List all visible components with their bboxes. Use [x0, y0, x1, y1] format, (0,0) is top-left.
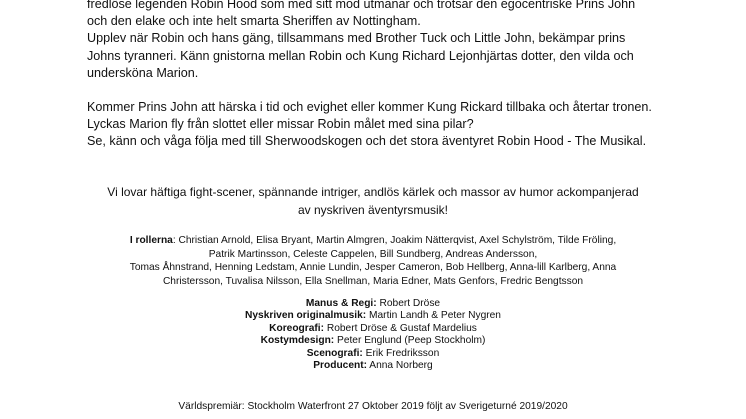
credit-value: Robert Dröse & Gustaf Mardelius — [324, 322, 477, 334]
credit-value: Anna Norberg — [367, 360, 433, 372]
cast-line: Tomas Åhnstrand, Henning Ledstam, Annie Lundin, Jesper Cameron, Bob Hellberg, Anna-lill Karlberg, Anna — [129, 262, 617, 274]
credit-value: Robert Dröse — [376, 298, 441, 309]
credit-row-music — [0, 310, 746, 322]
credit-label: Koreografi: — [269, 322, 325, 334]
intro-text — [87, 0, 727, 151]
credit-row-producer — [0, 360, 746, 372]
cast-line: Christersson, Tuvalisa Nilsson, Ella Snellman, Maria Edner, Mats Genfors, Fredric Bengtsson — [162, 275, 584, 287]
cast-line — [0, 234, 746, 248]
credit-value: Peter Englund (Peep Stockholm) — [334, 335, 486, 347]
credit-label: Scenografi: — [306, 347, 363, 359]
cast-list — [0, 234, 746, 288]
intro-line: Kommer Prins John att härska i tid och evighet eller kommer Kung Rickard tillbaka och återtar tronen. — [87, 100, 652, 115]
premiere-line: Världspremiär: Stockholm Waterfront 27 Oktober 2019 följt av Sverigeturné 2019/2020 — [178, 401, 568, 412]
intro-line: fredlöse legenden Robin Hood som med sitt mod utmanar och trotsar den egocentriske Prins John — [87, 0, 636, 11]
credit-row-costume — [0, 335, 746, 347]
intro-line: Upplev när Robin och hans gäng, tillsammans med Brother Tuck och Little John, bekämpar prins — [87, 31, 626, 46]
intro-line: Lyckas Marion fly från slottet eller missar Robin målet med sina pilar? — [87, 117, 474, 132]
credit-label: Kostymdesign: — [260, 335, 335, 347]
intro-line: och den elake och inte helt smarta Sheriffen av Nottingham. — [87, 14, 421, 29]
paragraph-spacer — [87, 82, 727, 99]
intro-line: Johns tyranneri. Känn gnistorna mellan Robin och Kung Richard Lejonhjärtas dotter, den vilda och — [87, 48, 634, 63]
promise-line: Vi lovar häftiga fight-scener, spännande intriger, andlös kärlek och massor av humor ackompanjerad — [107, 185, 639, 199]
credit-value: Erik Fredriksson — [362, 347, 440, 359]
intro-line: Se, känn och våga följa med till Sherwoodskogen och det stora äventyret Robin Hood - The Musikal. — [87, 134, 647, 149]
promise-line: av nyskriven äventyrsmusik! — [297, 202, 449, 217]
credit-value: Martin Landh & Peter Nygren — [366, 310, 501, 322]
credit-label: Nyskriven originalmusik: — [245, 310, 367, 322]
credits-list — [0, 298, 746, 372]
credit-row-script-direction — [0, 298, 746, 310]
credit-row-scenography — [0, 348, 746, 360]
cast-line: Patrik Martinsson, Celeste Cappelen, Bill Sundberg, Andreas Andersson, — [208, 248, 538, 260]
cast-names: : Christian Arnold, Elisa Bryant, Martin Almgren, Joakim Nätterqvist, Axel Schylström, Tilde Fröling, — [172, 235, 617, 246]
intro-line: undersköna Marion. — [87, 65, 199, 80]
credit-row-choreography — [0, 323, 746, 335]
promise-paragraph — [0, 184, 746, 219]
credit-label: Manus & Regi: — [305, 298, 377, 309]
cast-label: I rollerna — [129, 235, 173, 246]
credit-label: Producent: — [313, 360, 368, 372]
